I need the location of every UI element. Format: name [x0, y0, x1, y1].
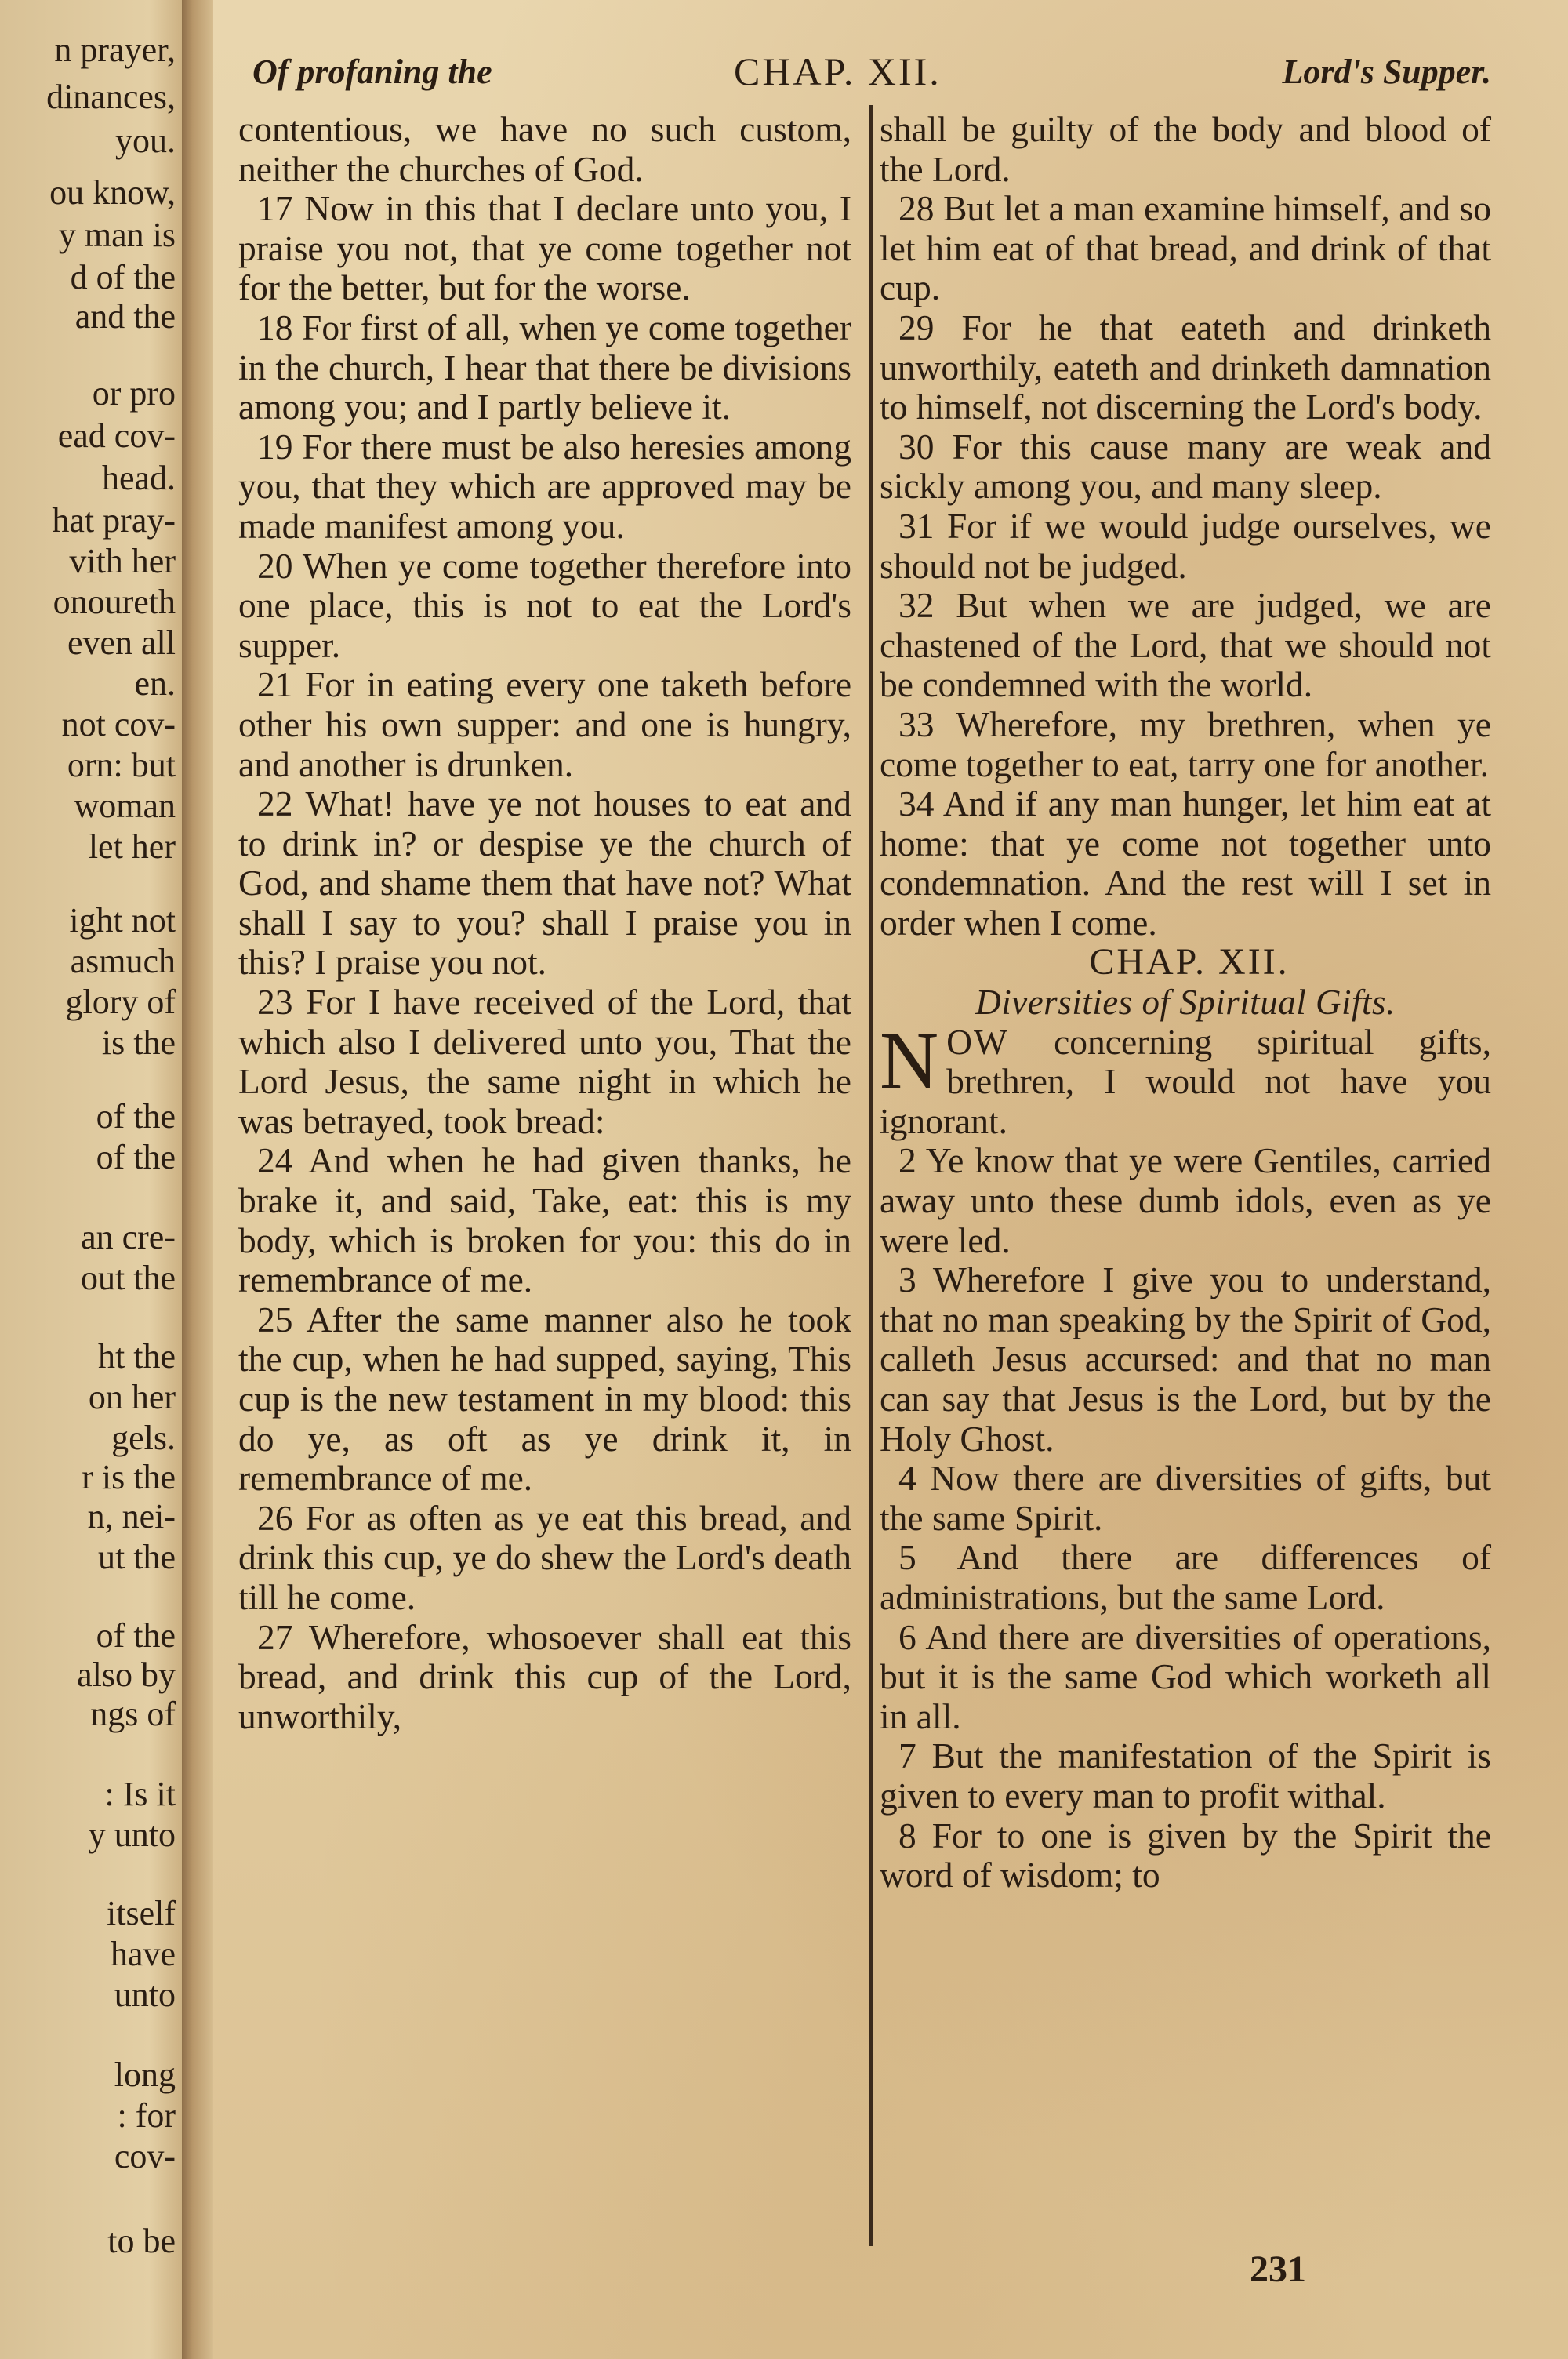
verse-text: What! have ye not houses to eat and to drink in? or despise ye the church of God, and shame them that have not? What shall I say to you? shall I praise you in this? I praise you not.	[238, 783, 851, 983]
verse-number: 5	[898, 1537, 916, 1578]
verse-number: 24	[257, 1140, 293, 1181]
verse-text: For to one is given by the Spirit the word of wisdom; to	[880, 1815, 1491, 1896]
previous-page-text-fragment: y man is	[58, 216, 176, 254]
previous-page-text-fragment: even all	[67, 623, 176, 662]
previous-page-text-fragment: out the	[81, 1259, 176, 1297]
verse-number: 29	[898, 307, 935, 347]
verse-number: 27	[257, 1616, 293, 1657]
page-number: 231	[1250, 2248, 1306, 2290]
verse-text: But let a man examine himself, and so let him eat of that bread, and drink of that cup.	[880, 188, 1491, 308]
verse-text: Wherefore, whosoever shall eat this bread, and drink this cup of the Lord, unworthily,	[238, 1616, 851, 1736]
previous-page-text-fragment: unto	[114, 1976, 176, 2014]
verse	[238, 427, 851, 547]
right-verse-list	[880, 189, 1491, 943]
previous-page-text-fragment: r is the	[82, 1458, 176, 1496]
previous-page-text-fragment: ight not	[69, 901, 176, 940]
previous-page-text-fragment: to be	[107, 2222, 176, 2260]
verse-number: 23	[257, 982, 293, 1023]
verse	[880, 705, 1491, 784]
previous-page-text-fragment: en.	[134, 664, 176, 703]
verse-text: But when we are judged, we are chastened of the Lord, that we should not be condemned with the world.	[880, 585, 1491, 705]
verse	[880, 507, 1491, 586]
verse-text: For there must be also heresies among you, that they which are approved may be made manifest among you.	[238, 426, 852, 546]
verse-text: When ye come together therefore into one place, this is not to eat the Lord's supper.	[238, 545, 851, 665]
verse	[880, 1736, 1491, 1816]
previous-page-text-fragment: of the	[96, 1097, 176, 1136]
verse	[880, 1816, 1491, 1896]
verse	[880, 1141, 1491, 1260]
column-divider	[869, 105, 873, 2246]
previous-page-text-fragment: asmuch	[70, 942, 176, 980]
previous-page-text-fragment: : for	[117, 2096, 176, 2135]
previous-page-text-fragment: : Is it	[104, 1775, 176, 1813]
verse-number: 26	[257, 1497, 293, 1538]
header-right-title: Lord's Supper.	[1282, 53, 1491, 91]
verse-number: 32	[898, 585, 935, 626]
previous-page-text-fragment: of the	[96, 1138, 176, 1176]
verse-text: Wherefore, my brethren, when ye come together to eat, tarry one for another.	[880, 703, 1491, 784]
verse-text: For in eating every one taketh before other his own supper: and one is hungry, and another is drunken.	[238, 664, 852, 784]
verse-text: Now there are diversities of gifts, but the same Spirit.	[880, 1458, 1492, 1538]
verse	[880, 427, 1491, 507]
verse-continuation: contentious, we have no such custom, neither the churches of God.	[238, 109, 851, 189]
header-left-title: Of profaning the	[252, 53, 492, 91]
verse-text: But the manifestation of the Spirit is given to every man to profit withal.	[880, 1736, 1491, 1816]
verse	[238, 1499, 851, 1618]
drop-cap: N	[880, 1015, 939, 1106]
verse	[238, 308, 851, 427]
verse-text: Now in this that I declare unto you, I praise you not, that ye come together not for the better, but for the worse.	[238, 188, 851, 308]
previous-page-text-fragment: ut the	[98, 1538, 176, 1576]
previous-page-text-fragment: onoureth	[53, 583, 176, 621]
previous-page-text-fragment: and the	[74, 297, 176, 336]
verse-number: 4	[898, 1458, 916, 1499]
previous-page-text-fragment: itself	[107, 1894, 176, 1932]
verse-number: 33	[898, 703, 935, 744]
previous-page-text-fragment: you.	[115, 122, 176, 160]
verse-number: 18	[257, 307, 293, 347]
verse-number: 6	[898, 1616, 916, 1657]
verse	[238, 983, 851, 1141]
previous-page-text-fragment: of the	[96, 1616, 176, 1655]
chapter-summary: Diversities of Spiritual Gifts.	[975, 983, 1396, 1023]
previous-page-edge	[0, 0, 187, 2359]
previous-page-text-fragment: dinances,	[46, 78, 176, 116]
verse-number: 22	[257, 783, 293, 824]
previous-page-text-fragment: let her	[88, 827, 176, 866]
verse	[880, 1538, 1491, 1617]
verse-number: 3	[898, 1259, 916, 1300]
verse-number: 20	[257, 545, 293, 586]
left-verse-list	[238, 189, 851, 1736]
previous-page-text-fragment: glory of	[65, 983, 176, 1021]
verse-text: For if we would judge ourselves, we should not be judged.	[880, 505, 1492, 586]
previous-page-text-fragment: head.	[101, 459, 176, 497]
previous-page-text-fragment: vith her	[69, 542, 176, 580]
verse	[238, 189, 851, 308]
previous-page-text-fragment: an cre-	[81, 1218, 176, 1256]
previous-page-text-fragment: ht the	[98, 1337, 176, 1376]
book-gutter	[182, 0, 213, 2359]
previous-page-text-fragment: not cov-	[61, 705, 176, 743]
verse-continuation: shall be guilty of the body and blood of the Lord.	[880, 109, 1491, 189]
verse-number: 2	[898, 1140, 916, 1181]
verse	[238, 547, 851, 666]
previous-page-text-fragment: have	[110, 1935, 176, 1973]
right-verse-list-2	[880, 1141, 1491, 1895]
chapter-heading: CHAP. XII.	[1089, 941, 1290, 983]
verse	[880, 189, 1491, 308]
previous-page-text-fragment: also by	[77, 1656, 176, 1694]
first-word-caps: OW	[946, 1021, 1009, 1062]
previous-page-text-fragment: orn: but	[67, 746, 176, 784]
previous-page-text-fragment: d of the	[70, 258, 176, 296]
verse-number: 25	[257, 1299, 293, 1339]
right-column	[880, 110, 1491, 1896]
verse-number: 28	[898, 188, 935, 229]
verse	[880, 308, 1491, 427]
first-verse-text: concerning spiritual gifts, brethren, I would not have you ignorant.	[880, 1021, 1491, 1141]
verse-number: 21	[257, 664, 293, 705]
verse-number: 8	[898, 1815, 916, 1856]
verse-number: 34	[898, 783, 935, 824]
verse-number: 17	[257, 188, 293, 229]
verse-text: For this cause many are weak and sickly among you, and many sleep.	[880, 426, 1492, 507]
previous-page-text-fragment: is the	[101, 1023, 176, 1062]
previous-page-text-fragment: n, nei-	[87, 1497, 176, 1536]
verse	[880, 1260, 1491, 1459]
verse	[880, 1459, 1491, 1538]
previous-page-text-fragment: y unto	[88, 1816, 176, 1854]
running-header	[248, 47, 1493, 99]
verse-number: 30	[898, 426, 935, 467]
previous-page-text-fragment: ngs of	[90, 1695, 176, 1733]
previous-page-text-fragment: on her	[88, 1378, 176, 1416]
verse-text: For he that eateth and drinketh unworthily, eateth and drinketh damnation to himself, not discerning the Lord's body.	[880, 307, 1491, 427]
verse-number: 7	[898, 1736, 916, 1776]
verse-text: After the same manner also he took the cup, when he had supped, saying, This cup is the new testament in my blood: this do ye, as oft as ye drink it, in remembrance of me.	[238, 1299, 852, 1499]
chapter-first-verse	[880, 1015, 1491, 1142]
verse	[880, 784, 1491, 943]
previous-page-text-fragment: gels.	[111, 1419, 176, 1457]
verse	[238, 784, 851, 983]
verse-text: For first of all, when ye come together in the church, I hear that there be divisions among you; and I partly believe it.	[238, 307, 851, 427]
verse-number: 19	[257, 426, 293, 467]
verse	[238, 665, 851, 784]
verse-text: Ye know that ye were Gentiles, carried away unto these dumb idols, even as ye were led.	[880, 1140, 1491, 1260]
verse-text: And there are diversities of operations, but it is the same God which worketh all in all.	[880, 1616, 1491, 1736]
verse-number: 31	[898, 505, 935, 546]
header-chapter: CHAP. XII.	[734, 49, 942, 93]
previous-page-text-fragment: hat pray-	[52, 501, 176, 540]
verse-text: Wherefore I give you to understand, that no man speaking by the Spirit of God, calleth Jesus accursed: and that no man can say that Jesus is the Lord, but by the Holy Ghost.	[880, 1259, 1491, 1459]
verse	[880, 586, 1491, 705]
previous-page-text-fragment: long	[114, 2055, 176, 2094]
verse-text: For I have received of the Lord, that which also I delivered unto you, That the Lord Jesus, the same night in which he was betrayed, took bread:	[238, 982, 852, 1141]
previous-page-text-fragment: cov-	[114, 2137, 176, 2175]
previous-page-text-fragment: or pro	[92, 374, 176, 413]
verse-text: And if any man hunger, let him eat at home: that ye come not together unto condemnation. And the rest will I set in order when I come.	[880, 783, 1491, 943]
previous-page-text-fragment: n prayer,	[54, 31, 176, 69]
previous-page-text-fragment: woman	[74, 787, 176, 825]
left-column	[238, 110, 851, 1736]
verse	[238, 1141, 851, 1299]
verse-text: And there are differences of administrations, but the same Lord.	[880, 1537, 1491, 1617]
verse	[238, 1618, 851, 1737]
previous-page-text-fragment: ead cov-	[57, 416, 176, 455]
previous-page-text-fragment: ou know,	[49, 173, 176, 212]
verse-text: For as often as ye eat this bread, and drink this cup, ye do shew the Lord's death till he come.	[238, 1497, 852, 1617]
verse	[238, 1300, 851, 1499]
verse-text: And when he had given thanks, he brake it, and said, Take, eat: this is my body, which is broken for you: this do in remembrance of me.	[238, 1140, 851, 1300]
verse	[880, 1618, 1491, 1737]
